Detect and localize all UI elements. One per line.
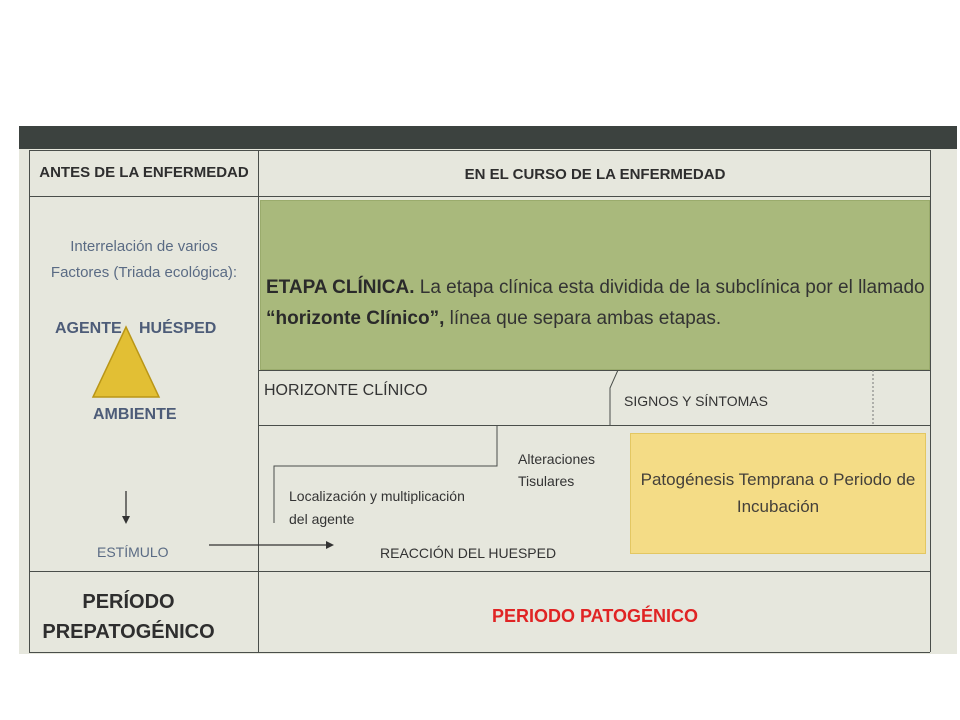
top-bar: [19, 126, 957, 149]
ecological-triad-triangle: [90, 324, 162, 400]
clinical-stage-desc-2: línea que separa ambas etapas.: [444, 308, 722, 329]
intro-line: Factores (Triada ecológica):: [50, 264, 238, 281]
clinical-horizon-quote: “horizonte Clínico”,: [266, 308, 445, 329]
header-before-disease: ANTES DE LA ENFERMEDAD: [39, 164, 249, 181]
ecological-triad-intro: [30, 234, 258, 286]
grid-line: [29, 196, 930, 197]
triad-environment-label: AMBIENTE: [93, 406, 177, 423]
intro-line: Interrelación de varios: [70, 238, 218, 255]
right-arrow-icon: [208, 538, 338, 552]
grid-line: [29, 652, 930, 653]
agent-localization-label: [289, 485, 465, 531]
grid-line: [29, 150, 30, 652]
incubation-line: Patogénesis Temprana o Periodo de: [640, 470, 916, 489]
alterations-line: Tisulares: [518, 473, 575, 489]
clinical-horizon-label: HORIZONTE CLÍNICO: [264, 382, 428, 399]
period-line: PREPATOGÉNICO: [42, 621, 215, 643]
host-reaction-label: REACCIÓN DEL HUESPED: [380, 545, 557, 561]
localization-line: del agente: [289, 511, 355, 527]
incubation-line: Incubación: [736, 497, 820, 516]
alterations-line: Alteraciones: [518, 451, 596, 467]
clinical-stage-title: ETAPA CLÍNICA.: [266, 277, 415, 298]
pathogenic-period-label: PERIODO PATOGÉNICO: [491, 606, 699, 626]
period-line: PERÍODO: [82, 591, 175, 613]
triad-agent-label: AGENTE: [55, 320, 122, 337]
grid-line: [29, 150, 930, 151]
grid-line: [29, 571, 930, 572]
triad-host-label: HUÉSPED: [139, 320, 217, 337]
localization-line: Localización y multiplicación: [289, 488, 465, 504]
grid-line: [258, 150, 259, 652]
clinical-stage-text: [266, 272, 926, 334]
signs-symptoms-label: SIGNOS Y SÍNTOMAS: [624, 393, 768, 409]
stimulus-label: ESTÍMULO: [97, 544, 169, 560]
tissue-alterations-label: [518, 448, 595, 492]
down-arrow-icon: [118, 490, 134, 526]
incubation-period-text: [636, 466, 920, 520]
prepathogenic-period-label: [30, 587, 227, 647]
grid-line: [930, 150, 931, 652]
clinical-stage-desc: La etapa clínica esta dividida de la subclínica por el llamado: [414, 277, 925, 298]
header-during-disease: EN EL CURSO DE LA ENFERMEDAD: [464, 166, 726, 183]
